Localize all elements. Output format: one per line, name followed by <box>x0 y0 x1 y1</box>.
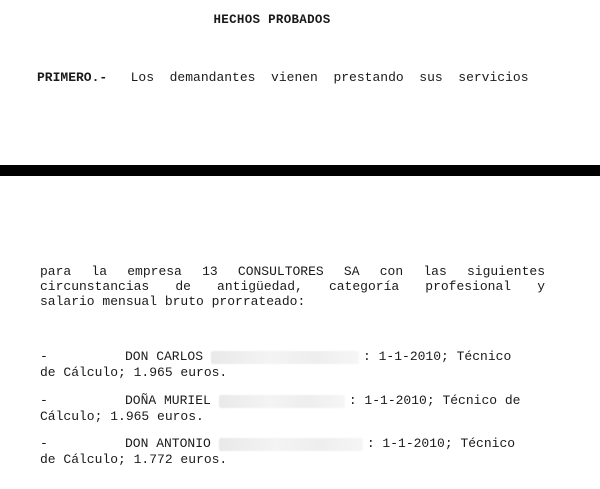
section-heading: HECHOS PROBADOS <box>213 13 331 27</box>
redaction-mark <box>211 351 359 364</box>
list-dash: - <box>40 393 48 408</box>
employee-entry <box>40 349 545 381</box>
employee-details: : 1-1-2010; Técnico <box>366 436 516 451</box>
employee-details: : 1-1-2010; Técnico de <box>348 393 521 408</box>
paragraph-text: Los demandantes vienen prestando sus servicios <box>130 70 529 85</box>
list-dash: - <box>40 349 48 364</box>
employee-entry <box>40 393 545 425</box>
list-dash: - <box>40 436 48 451</box>
employee-entry <box>40 436 545 468</box>
redaction-mark <box>219 395 345 408</box>
employee-name: DON ANTONIO <box>125 436 211 451</box>
page-break-divider <box>0 165 600 176</box>
employee-details: : 1-1-2010; Técnico <box>363 349 512 364</box>
employee-details-continued: de Cálculo; 1.772 euros. <box>40 452 228 467</box>
continuation-line: para la empresa 13 CONSULTORES SA con las siguientes <box>40 264 545 279</box>
redaction-mark <box>219 438 363 451</box>
employee-name: DOÑA MURIEL <box>125 393 211 408</box>
continuation-paragraph <box>40 264 545 309</box>
first-paragraph <box>37 70 547 85</box>
employee-details-continued: de Cálculo; 1.965 euros. <box>40 365 228 380</box>
continuation-line: salario mensual bruto prorrateado: <box>40 294 306 309</box>
continuation-line: circunstancias de antigüedad, categoría profesional y <box>40 279 545 294</box>
paragraph-label: PRIMERO.- <box>37 70 108 85</box>
employee-details-continued: Cálculo; 1.965 euros. <box>40 409 204 424</box>
employee-name: DON CARLOS <box>125 349 204 364</box>
